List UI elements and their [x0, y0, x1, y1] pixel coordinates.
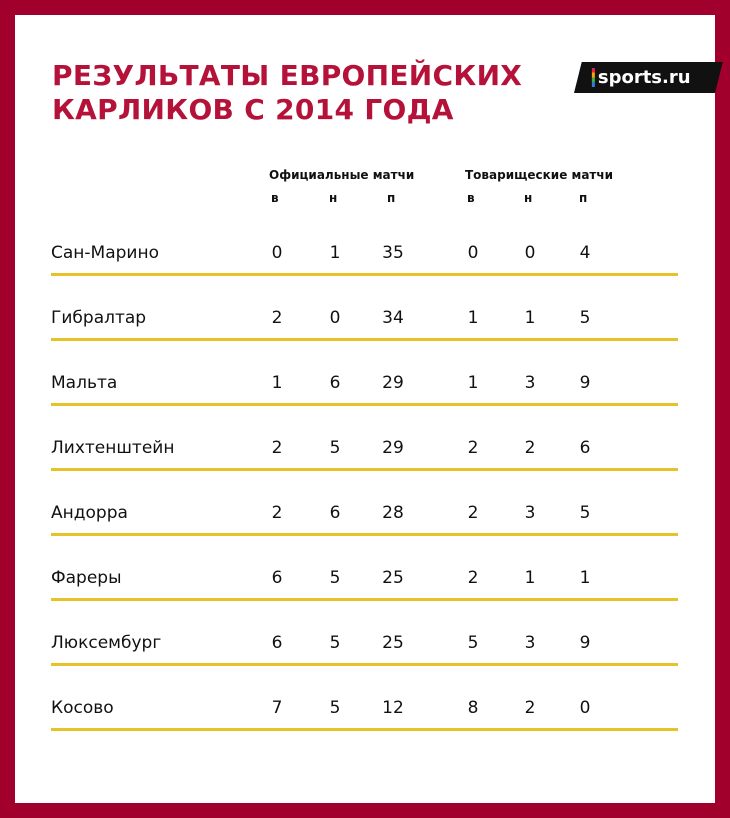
table-cell: 9 [579, 373, 591, 393]
table-cell: 0 [329, 308, 341, 328]
table-cell: 9 [579, 633, 591, 653]
sub-loss-friendly: п [579, 191, 588, 205]
row-divider [51, 598, 678, 601]
table-cell: 2 [467, 568, 479, 588]
table-cell: 0 [524, 243, 536, 263]
team-name: Лихтенштейн [51, 438, 175, 458]
table-cell: 6 [329, 503, 341, 523]
row-divider [51, 663, 678, 666]
table-cell: 5 [579, 308, 591, 328]
table-cell: 25 [382, 633, 404, 653]
table-cell: 3 [524, 373, 536, 393]
logo-stripe-icon [592, 68, 595, 87]
table-cell: 5 [329, 438, 341, 458]
header-friendly: Товарищеские матчи [465, 168, 614, 182]
table-cell: 34 [382, 308, 404, 328]
table-cell: 1 [467, 373, 479, 393]
table-cell: 25 [382, 568, 404, 588]
row-divider [51, 338, 678, 341]
row-divider [51, 403, 678, 406]
table-cell: 2 [271, 308, 283, 328]
team-name: Косово [51, 698, 114, 718]
table-cell: 5 [329, 698, 341, 718]
page-title [52, 59, 552, 127]
title-line-2: КАРЛИКОВ С 2014 ГОДА [52, 93, 454, 126]
table-cell: 28 [382, 503, 404, 523]
sub-draw-friendly: н [524, 191, 533, 205]
team-name: Люксембург [51, 633, 162, 653]
row-divider [51, 273, 678, 276]
table-cell: 1 [524, 568, 536, 588]
table-cell: 1 [579, 568, 591, 588]
table-cell: 1 [467, 308, 479, 328]
table-cell: 3 [524, 503, 536, 523]
table-cell: 2 [524, 698, 536, 718]
sub-win-official: в [271, 191, 279, 205]
table-cell: 6 [271, 568, 283, 588]
row-divider [51, 728, 678, 731]
sub-win-friendly: в [467, 191, 475, 205]
team-name: Фареры [51, 568, 122, 588]
logo-text: sports.ru [597, 67, 691, 88]
table-cell: 5 [467, 633, 479, 653]
table-cell: 4 [579, 243, 591, 263]
sub-draw-official: н [329, 191, 338, 205]
table-cell: 6 [271, 633, 283, 653]
table-cell: 35 [382, 243, 404, 263]
team-name: Гибралтар [51, 308, 147, 328]
table-cell: 1 [271, 373, 283, 393]
table-cell: 29 [382, 373, 404, 393]
title-line-1: РЕЗУЛЬТАТЫ ЕВРОПЕЙСКИХ [52, 59, 523, 92]
team-name: Андорра [51, 503, 128, 523]
header-official: Официальные матчи [269, 168, 415, 182]
table-cell: 0 [271, 243, 283, 263]
sports-ru-logo [574, 62, 723, 93]
table-cell: 1 [329, 243, 341, 263]
sub-loss-official: п [387, 191, 396, 205]
table-cell: 5 [329, 633, 341, 653]
table-cell: 2 [467, 438, 479, 458]
table-cell: 2 [467, 503, 479, 523]
table-cell: 0 [579, 698, 591, 718]
table-cell: 1 [524, 308, 536, 328]
table-cell: 8 [467, 698, 479, 718]
table-cell: 7 [271, 698, 283, 718]
table-cell: 29 [382, 438, 404, 458]
table-cell: 2 [271, 438, 283, 458]
table-cell: 6 [579, 438, 591, 458]
table-cell: 12 [382, 698, 404, 718]
team-name: Сан-Марино [51, 243, 159, 263]
infographic-card [15, 15, 715, 803]
table-cell: 2 [524, 438, 536, 458]
row-divider [51, 468, 678, 471]
table-cell: 3 [524, 633, 536, 653]
table-cell: 5 [579, 503, 591, 523]
row-divider [51, 533, 678, 536]
table-cell: 5 [329, 568, 341, 588]
team-name: Мальта [51, 373, 118, 393]
table-cell: 2 [271, 503, 283, 523]
table-cell: 6 [329, 373, 341, 393]
table-cell: 0 [467, 243, 479, 263]
